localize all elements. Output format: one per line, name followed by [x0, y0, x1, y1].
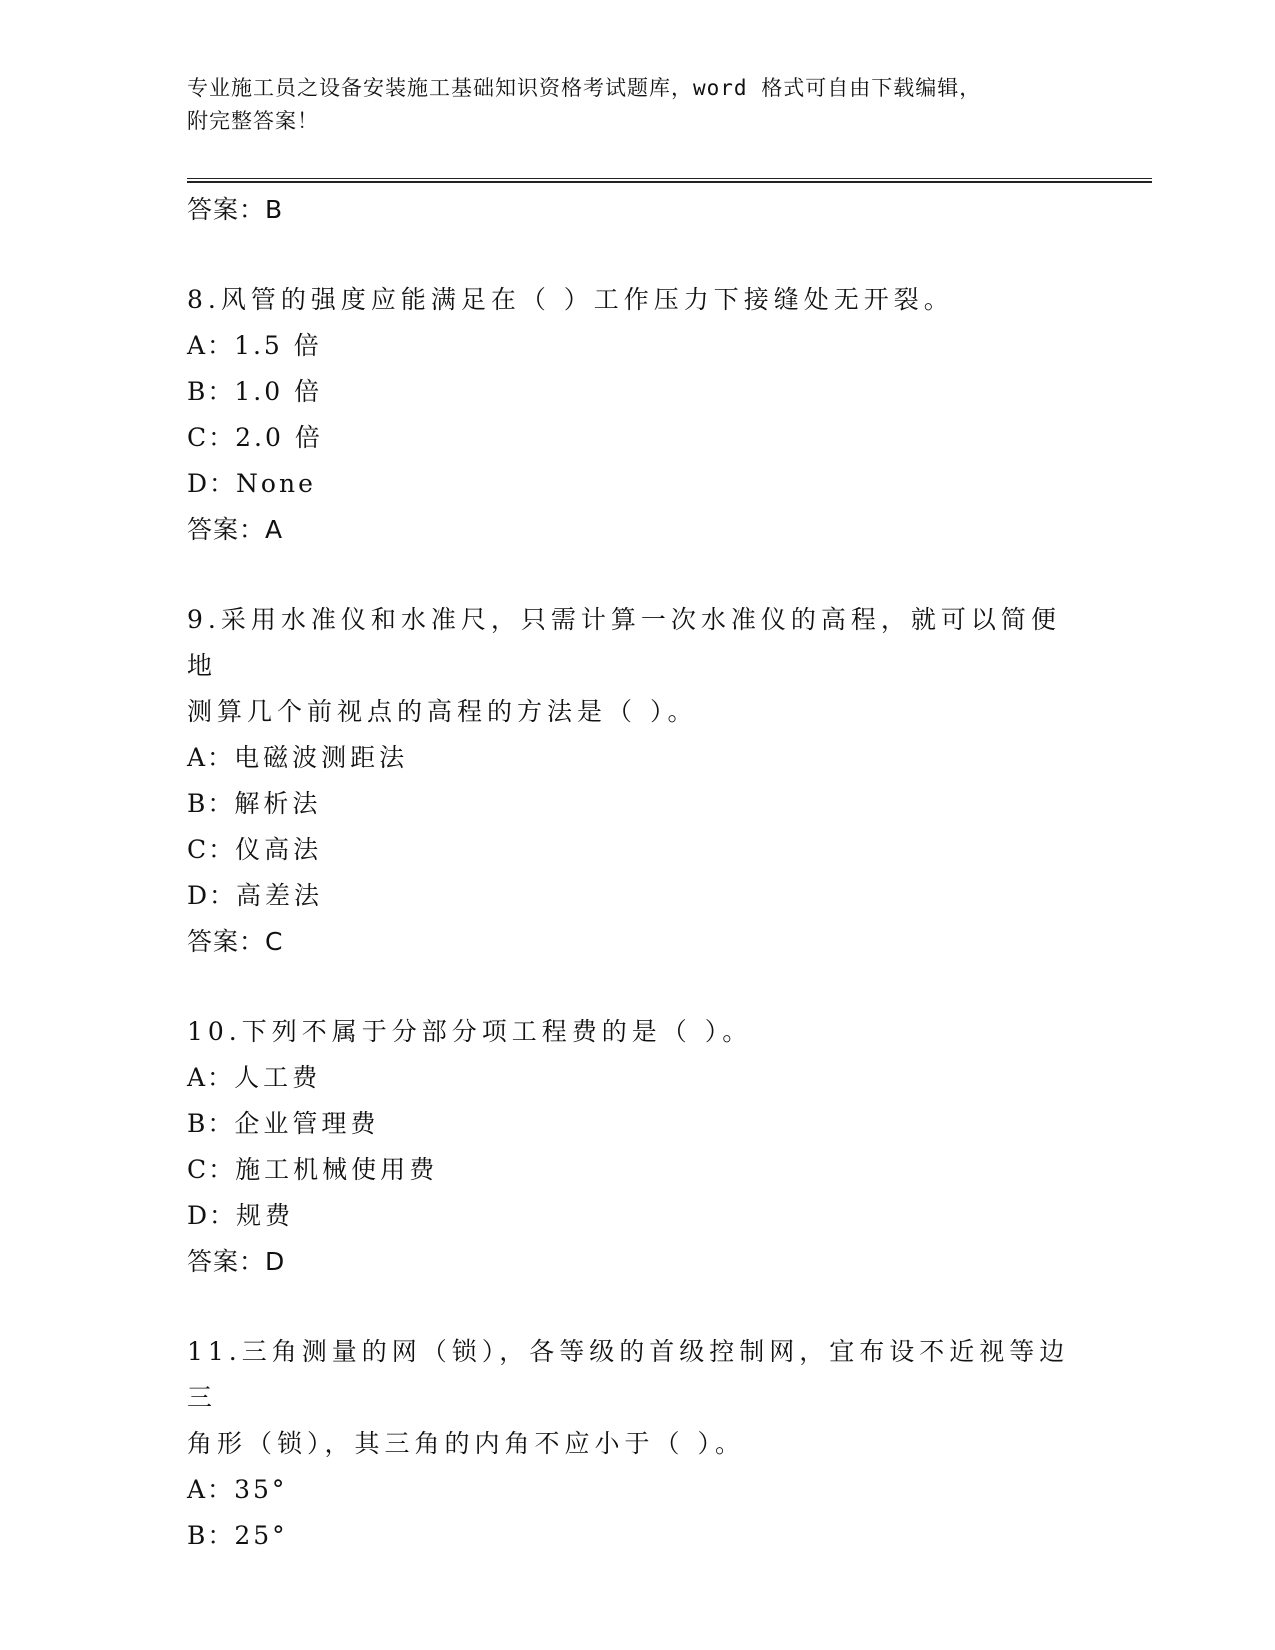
question-stem-line: 9.采用水准仪和水准尺，只需计算一次水准仪的高程，就可以简便地: [187, 605, 1061, 680]
question-stem: [187, 277, 1087, 323]
option-letter: B：: [187, 377, 235, 406]
option-c: [187, 1147, 1087, 1193]
option-a: [187, 323, 1087, 369]
option-text: 规费: [236, 1201, 295, 1230]
question-10: [187, 1009, 1087, 1285]
option-b: [187, 1101, 1087, 1147]
question-9: [187, 597, 1087, 965]
option-letter: B：: [187, 789, 235, 818]
answer-line: 答案：C: [187, 927, 284, 956]
question-stem-line: 10.下列不属于分部分项工程费的是（ ）。: [187, 1017, 753, 1046]
answer-line: 答案：A: [187, 515, 284, 544]
option-b: [187, 1513, 1087, 1559]
header-line-2: 附完整答案！: [187, 109, 319, 133]
option-letter: A：: [187, 1475, 235, 1504]
option-text: 企业管理费: [234, 1109, 380, 1138]
question-stem-line: 8.风管的强度应能满足在（ ）工作压力下接缝处无开裂。: [187, 285, 954, 314]
option-a: [187, 1055, 1087, 1101]
option-letter: C：: [187, 423, 236, 452]
document-header: [187, 72, 1087, 138]
option-a: [187, 1467, 1087, 1513]
option-d: [187, 461, 1087, 507]
option-text: 1.0 倍: [234, 377, 323, 406]
option-text: None: [236, 469, 316, 498]
option-text: 施工机械使用费: [235, 1155, 439, 1184]
question-list: [187, 187, 1087, 1559]
question-stem-line: 11.三角测量的网（锁），各等级的首级控制网，宜布设不近视等边三: [187, 1337, 1070, 1412]
option-letter: A：: [187, 743, 235, 772]
option-text: 35°: [234, 1475, 288, 1504]
option-letter: D：: [187, 469, 237, 498]
option-text: 人工费: [234, 1063, 322, 1092]
question-11: [187, 1329, 1087, 1559]
option-letter: B：: [187, 1521, 235, 1550]
question-stem-line: 角形（锁），其三角的内角不应小于（ ）。: [187, 1429, 745, 1458]
option-letter: C：: [187, 1155, 236, 1184]
option-letter: A：: [187, 1063, 235, 1092]
option-b: [187, 781, 1087, 827]
option-a: [187, 735, 1087, 781]
option-d: [187, 873, 1087, 919]
option-text: 2.0 倍: [235, 423, 323, 452]
option-d: [187, 1193, 1087, 1239]
question-8: [187, 277, 1087, 553]
question-stem-line: 测算几个前视点的高程的方法是（ ）。: [187, 697, 698, 726]
previous-answer: 答案：B: [187, 195, 284, 224]
option-letter: B：: [187, 1109, 235, 1138]
option-text: 高差法: [236, 881, 324, 910]
option-text: 仪高法: [235, 835, 323, 864]
option-letter: A：: [187, 331, 235, 360]
option-c: [187, 827, 1087, 873]
option-text: 1.5 倍: [234, 331, 322, 360]
option-c: [187, 415, 1087, 461]
option-text: 解析法: [234, 789, 322, 818]
option-text: 电磁波测距法: [234, 743, 409, 772]
option-b: [187, 369, 1087, 415]
option-letter: D：: [187, 881, 237, 910]
option-letter: C：: [187, 835, 236, 864]
question-stem: [187, 597, 1087, 735]
question-stem: [187, 1329, 1087, 1467]
option-text: 25°: [234, 1521, 288, 1550]
answer-line: 答案：D: [187, 1247, 286, 1276]
question-stem: [187, 1009, 1087, 1055]
header-line-1: 专业施工员之设备安装施工基础知识资格考试题库，word 格式可自由下载编辑，: [187, 76, 982, 100]
header-divider: [187, 178, 1152, 183]
option-letter: D：: [187, 1201, 237, 1230]
